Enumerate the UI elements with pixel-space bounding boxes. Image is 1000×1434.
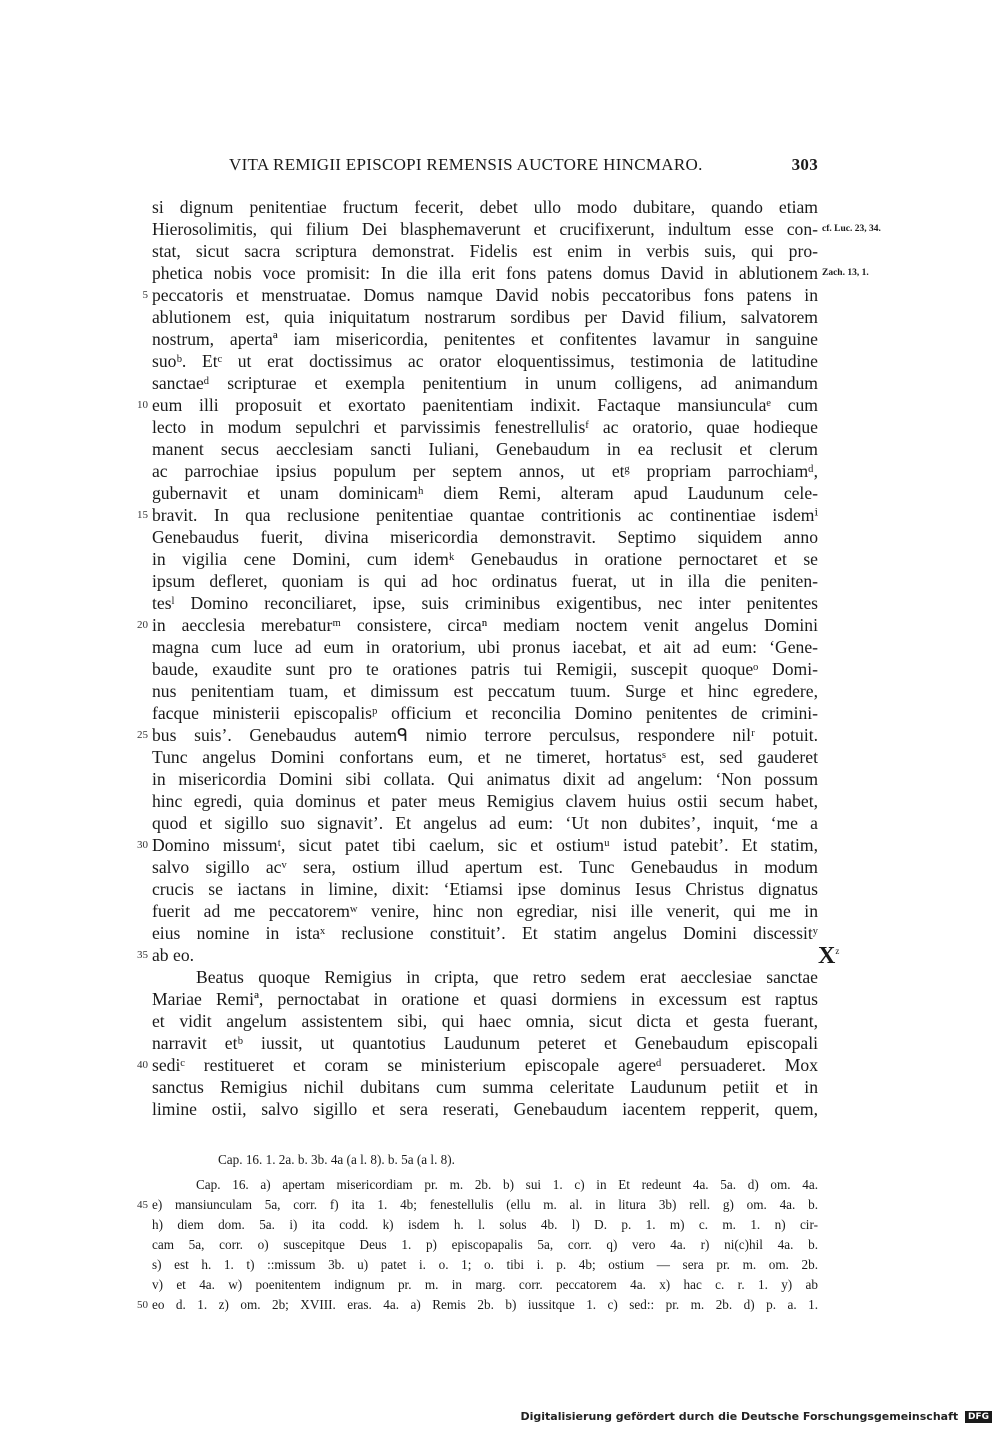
text-line: narravit etᵇ iussit, ut quantotius Laudunum peteret et Genebaudum episcopali (152, 1033, 818, 1053)
section-mark-sup: z (835, 946, 840, 956)
text-line: ab eo. (152, 945, 195, 965)
section-mark (818, 940, 839, 967)
text-line: in aecclesia merebaturᵐ consistere, circaⁿ mediam noctem venit angelus Domini (152, 615, 818, 635)
text-line: Genebaudus fuerit, divina misericordia demonstravit. Septimo siquidem anno (152, 527, 818, 547)
footnote-line: v) et 4a. w) poenitentem indignum pr. m. in marg. corr. peccatorem 4a. x) hac c. r. 1. y) ab (152, 1277, 818, 1292)
text-line: in vigilia cene Domini, cum idemᵏ Genebaudus in oratione pernoctaret et se (152, 549, 818, 569)
text-line: ablutionem est, quia iniquitatum nostrarum sordibus per David filium, salvatorem (152, 307, 818, 327)
text-line: hinc egredi, quia dominus et pater meus Remigius clavem huius ostii secum habet, (152, 791, 818, 811)
text-line: eius nomine in istaˣ reclusione constituit’. Et statim angelus Domini discessitʸ (152, 923, 818, 943)
text-line: lecto in modum sepulchri et parvissimis fenestrellulisᶠ ac oratorio, quae hodieque (152, 417, 818, 437)
text-line: stat, sicut sacra scriptura demonstrat. Fidelis est enim in verbis suis, qui pro- (152, 241, 818, 261)
footnote-line: cam 5a, corr. o) suscepitque Deus 1. p) episcopapalis 5a, corr. q) vero 4a. r) ni(c)hil 4a. b. (152, 1237, 818, 1252)
text-line: si dignum penitentiae fructum fecerit, debet ullo modo dubitare, quando etiam (152, 197, 818, 217)
text-line: Tunc angelus Domini confortans eum, et ne timeret, hortatusˢ est, sed gauderet (152, 747, 818, 767)
footnote-line: h) diem dom. 5a. i) ita codd. k) isdem h. l. solus 4b. l) D. p. 1. m) c. m. 1. n) cir- (152, 1217, 818, 1232)
text-line: magna cum luce ad eum in oratorium, ubi pronus iacebat, et ait ad eum: ‘Gene- (152, 637, 818, 657)
footnote-line: eo d. 1. z) om. 2b; XVIII. eras. 4a. a) Remis 2b. b) iussitque 1. c) sed:: pr. m. 2b. d) p. a. 1. (152, 1297, 818, 1312)
text-line: nus penitentiam tuam, et dimissum est peccatum tuum. Surge et hinc egredere, (152, 681, 818, 701)
credit-text: Digitalisierung gefördert durch die Deutsche Forschungsgemeinschaft (520, 1410, 959, 1423)
digitization-credit (520, 1410, 992, 1423)
text-line: bravit. In qua reclusione penitentiae quantae contritionis ac continentiae isdemⁱ (152, 505, 818, 525)
section-mark-letter: X (818, 943, 836, 969)
line-number: 30 (137, 839, 148, 851)
text-line: Beatus quoque Remigius in cripta, que retro sedem erat aecclesiae sanctae (196, 967, 818, 987)
text-line: Hierosolimitis, qui filium Dei blasphemaverunt et crucifixerunt, indultum esse con- (152, 219, 818, 239)
text-line: phetica nobis voce promisit: In die illa erit fons patens domus David in ablutionem (152, 263, 818, 283)
text-line: salvo sigillo acᵛ sera, ostium illud apertum est. Tunc Genebaudus in modum (152, 857, 818, 877)
text-line: baude, exaudite sunt pro te orationes patris tui Remigii, suscepit quoqueᵒ Domi- (152, 659, 818, 679)
line-number: 10 (137, 399, 148, 411)
text-line: peccatoris et menstruatae. Domus namque David nobis peccatoribus fons patens in (152, 285, 818, 305)
text-line: eum illi proposuit et exortato paenitentiam indixit. Factaque mansiunculaᵉ cum (152, 395, 818, 415)
text-line: gubernavit et unam dominicamʰ diem Remi, alteram apud Laudunum cele- (152, 483, 818, 503)
text-line: nostrum, apertaª iam misericordia, penitentes et confitentes lavamur in sanguine (152, 329, 818, 349)
line-number: 15 (137, 509, 148, 521)
text-line: sediᶜ restitueret et coram se ministerium episcopale agereᵈ persuaderet. Mox (152, 1055, 818, 1075)
dfg-logo: DFG (965, 1411, 992, 1423)
text-line: et vidit angelum assistentem sibi, qui haec omnia, sicut dicta et gesta fuerant, (152, 1011, 818, 1031)
line-number: 35 (137, 949, 148, 961)
footnote-line: Cap. 16. a) apertam misericordiam pr. m. 2b. b) sui 1. c) in Et redeunt 4a. 5a. d) om. 4a. (196, 1177, 818, 1192)
text-line: crucis se iactans in limine, dixit: ‘Etiamsi ipse dominus Iesus Christus dignatus (152, 879, 818, 899)
margin-note: cf. Luc. 23, 34. (822, 224, 881, 234)
margin-note: Zach. 13, 1. (822, 268, 869, 278)
footnote-line: s) est h. 1. t) ::missum 3b. u) patet i. o. 1; o. tibi i. p. 4b; ostium — sera pr. m. om. 2b. (152, 1257, 818, 1272)
text-line: bus suis’. Genebaudus autemᑫ nimio terrore perculsus, respondere nilʳ potuit. (152, 725, 818, 745)
text-line: fuerit ad me peccatoremʷ venire, hinc non egrediar, nisi ille venerit, qui me in (152, 901, 818, 921)
text-line: tesˡ Domino reconciliaret, ipse, suis criminibus exigentibus, nec inter penitentes (152, 593, 818, 613)
text-line: ac parrochiae ipsius populum per septem annos, ut etᵍ propriam parrochiamᵈ, (152, 461, 818, 481)
text-line: sanctaeᵈ scripturae et exempla penitentium in unum colligens, ad animandum (152, 373, 818, 393)
line-number: 40 (137, 1059, 148, 1071)
text-line (152, 1120, 818, 1142)
line-number: 50 (137, 1299, 148, 1311)
line-number: 20 (137, 619, 148, 631)
text-line: Domino missumᵗ, sicut patet tibi caelum, sic et ostiumᵘ istud patebit’. Et statim, (152, 835, 818, 855)
text-line: in misericordia Domini sibi collata. Qui animatus dixit ad angelum: ‘Non possum (152, 769, 818, 789)
page-number: 303 (791, 155, 818, 174)
text-line: Mariae Remiª, pernoctabat in oratione et quasi dormiens in excessum est raptus (152, 989, 818, 1009)
footnote-line: e) mansiunculam 5a, corr. f) ita 1. 4b; fenestellulis (ellu m. al. in litura 3b) rell. g) om. 4a. b. (152, 1197, 818, 1212)
running-title: VITA REMIGII EPISCOPI REMENSIS AUCTORE HINCMARO. (229, 155, 703, 174)
text-line: limine ostii, salvo sigillo et sera reserati, Genebaudum iacentem repperit, quem, (152, 1099, 818, 1119)
line-number: 45 (137, 1199, 148, 1211)
text-line: quod et sigillo suo signavit’. Et angelus ad eum: ‘Ut non dubites’, inquit, ‘me a (152, 813, 818, 833)
text-line: sanctus Remigius nichil dubitans cum summa celeritate Laudunum petiit et in (152, 1077, 818, 1097)
text-line: ipsum defleret, quoniam is qui ad hoc ordinatus fuerat, ut in illa die peniten- (152, 571, 818, 591)
running-header (152, 155, 818, 179)
line-number: 25 (137, 729, 148, 741)
footnote-line: Cap. 16. 1. 2a. b. 3b. 4a (a l. 8). b. 5a (a l. 8). (218, 1152, 455, 1167)
text-line: facque ministerii episcopalisᵖ officium et reconcilia Domino penitentes de crimini- (152, 703, 818, 723)
text-line: manent secus aecclesiam sancti Iuliani, Genebaudum in ea reclusit et clerum (152, 439, 818, 459)
text-line: suoᵇ. Etᶜ ut erat doctissimus ac orator eloquentissimus, testimonia de latitudine (152, 351, 818, 371)
line-number: 5 (142, 289, 148, 301)
